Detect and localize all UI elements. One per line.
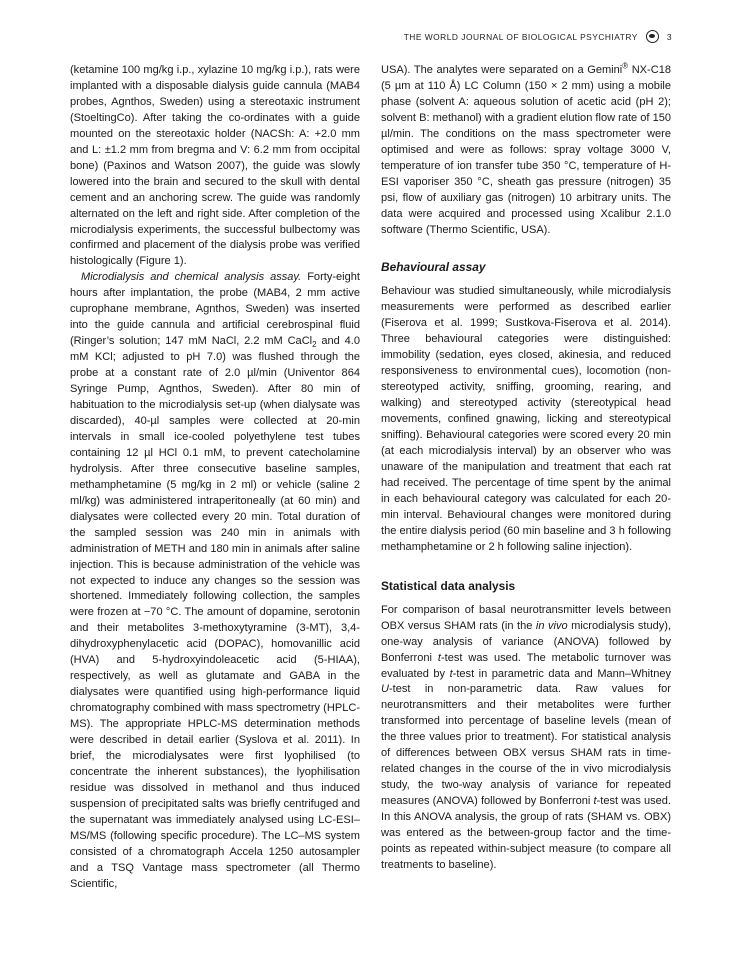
paragraph-lcms: USA). The analytes were separated on a Gemini® NX-C18 (5 µm at 110 Å) LC Column (150 × 2 mm) using a mobile phase (solvent A: aqueous solution of acetic acid (pH 2); solvent B: methanol) with a gradient elution flow rate of 150 µl/min. The conditions on the mass spectrometer were optimised and were as follows: spray voltage 3000 V, temperature of ion transfer tube 350 °C, temperature of H-ESI vaporiser 350 °C, sheath gas pressure (nitrogen) 35 psi, flow of auxiliary gas (nitrogen) 10 arbitrary units. The data were acquired and processed using Xcalibur 2.1.0 software (Thermo Scientific, USA). (381, 61, 671, 236)
journal-emblem-icon (646, 30, 659, 43)
left-column (70, 63, 360, 893)
paragraph-microdialysis: Microdialysis and chemical analysis assay. Forty-eight hours after implantation, the probe (MAB4, 2 mm active cuprophane membrane, Agnthos, Sweden) was inserted into the guide cannula and artificial cerebrospinal fluid (Ringer’s solution; 147 mM NaCl, 2.2 mM CaCl$_2$ and 4.0 mM KCl; adjusted to pH 7.0) was flushed through the probe at a constant rate of 2.0 µl/min (Univentor 864 Syringe Pump, Agnthos, Sweden). After 80 min of habituation to the microdialysis set-up (when dialysate was discarded), 40-µl samples were collected at 20-min intervals in small ice-cooled polyethylene test tubes containing 12 µl HCl 0.1 mM, to prevent catecholamine hydrolysis. After three consecutive baseline samples, methamphetamine (5 mg/kg in 2 ml) or vehicle (saline 2 ml/kg) was administered intraperitoneally (at 60 min) and dialysates were collected every 20 min. Total duration of the sampled session was 240 min in animals with administration of METH and 180 min in animals after saline injection. This is because administration of the vehicle was not expected to induce any changes so the session was shortened. Immediately following collection, the samples were frozen at −70 °C. The amount of dopamine, serotonin and their metabolites 3-methoxytyramine (3-MT), 3,4-dihydroxyphenylacetic acid (DOPAC), homovanillic acid (HVA) and 5-hydroxyindoleacetic acid (5-HIAA), respectively, as well as glutamate and GABA in the dialysates were quantified using high-performance liquid chromatography combined with mass spectrometry (HPLC-MS). The appropriate HPLC-MS determination methods were described in detail earlier (Syslova et al. 2011). In brief, the microdialysates were first lyophilised (to concentrate the inherent substances), the lyophilisation residue was dissolved in methanol and thus induced suspension of precipitated salts was briefly centrifuged and the supernatant was immediately analysed using LC-ESI–MS/MS (following specific procedure). The LC–MS system consisted of a chromatograph Accela 1250 autosampler and a TSQ Vantage mass spectrometer (all Thermo Scientific, (70, 271, 360, 890)
section-heading-behavioural-assay: Behavioural assay (381, 260, 486, 275)
running-head (404, 30, 672, 43)
paragraph-behaviour: Behaviour was studied simultaneously, while microdialysis measurements were performed as described earlier (Fiserova et al. 1999; Sustkova-Fiserova et al. 2014). Three behavioural categories were distinguished: immobility (sedation, eyes closed, akinesia, and reduced responsiveness to environmental cues), locomotion (non-stereotyped activity, sniffing, grooming, rearing, and walking) and stereotyped activity (stereotypical head movements, confined gnawing, licking and stereotypical sniffing). Behavioural categories were scored every 20 min (at each microdialysis interval) by an observer who was unaware of the manipulation and treatment that each rat had received. The percentage of time spent by the animal in each behavioural category was calculated for each 20-min interval. Behavioural changes were monitored during the entire dialysis period (60 min baseline and 3 h following methamphetamine or 2 h following saline injection). (381, 285, 671, 553)
right-column (381, 63, 671, 874)
journal-name: THE WORLD JOURNAL OF BIOLOGICAL PSYCHIATRY (403, 31, 638, 42)
runin-heading-microdialysis: Microdialysis and chemical analysis assay. (81, 271, 302, 284)
section-heading-statistical-analysis: Statistical data analysis (381, 578, 516, 593)
paragraph-surgery: (ketamine 100 mg/kg i.p., xylazine 10 mg/kg i.p.), rats were implanted with a disposable dialysis guide cannula (MAB4 probes, Agnthos, Sweden) using a stereotaxic instrument (StoeltingCo). After taking the co-ordinates with a guide mounted on the stereotaxic holder (NACSh: A: +2.0 mm and L: ±1.2 mm from bregma and V: 6.2 mm from occipital bone) (Paxinos and Watson 2007), the guide was slowly lowered into the brain and secured to the skull with dental cement and an anchoring screw. The guide was randomly alternated on the left and right side. After completion of the microdialysis experiments, the successful bulbectomy was confirmed and placement of the dialysis probe was verified histologically (Figure 1). (70, 64, 360, 268)
paragraph-statistics: For comparison of basal neurotransmitter levels between OBX versus SHAM rats (in the in vivo microdialysis study), one-way analysis of variance (ANOVA) followed by Bonferroni t-test was used. The metabolic turnover was evaluated by t-test in parametric data and Mann–Whitney U-test in non-parametric data. Raw values for neurotransmitters and their metabolites were further transformed into percentage of baseline levels (mean of the three values prior to treatment). For statistical analysis of differences between OBX versus SHAM rats in time-related changes in the course of the in vivo microdialysis study, the two-way analysis of variance for repeated measures (ANOVA) followed by Bonferroni t-test was used. In this ANOVA analysis, the group of rats (SHAM vs. OBX) was entered as the between-group factor and the time-points as repeated within-subject measure (to compare all treatments to baseline). (381, 603, 672, 871)
page-number: 3 (666, 31, 672, 42)
